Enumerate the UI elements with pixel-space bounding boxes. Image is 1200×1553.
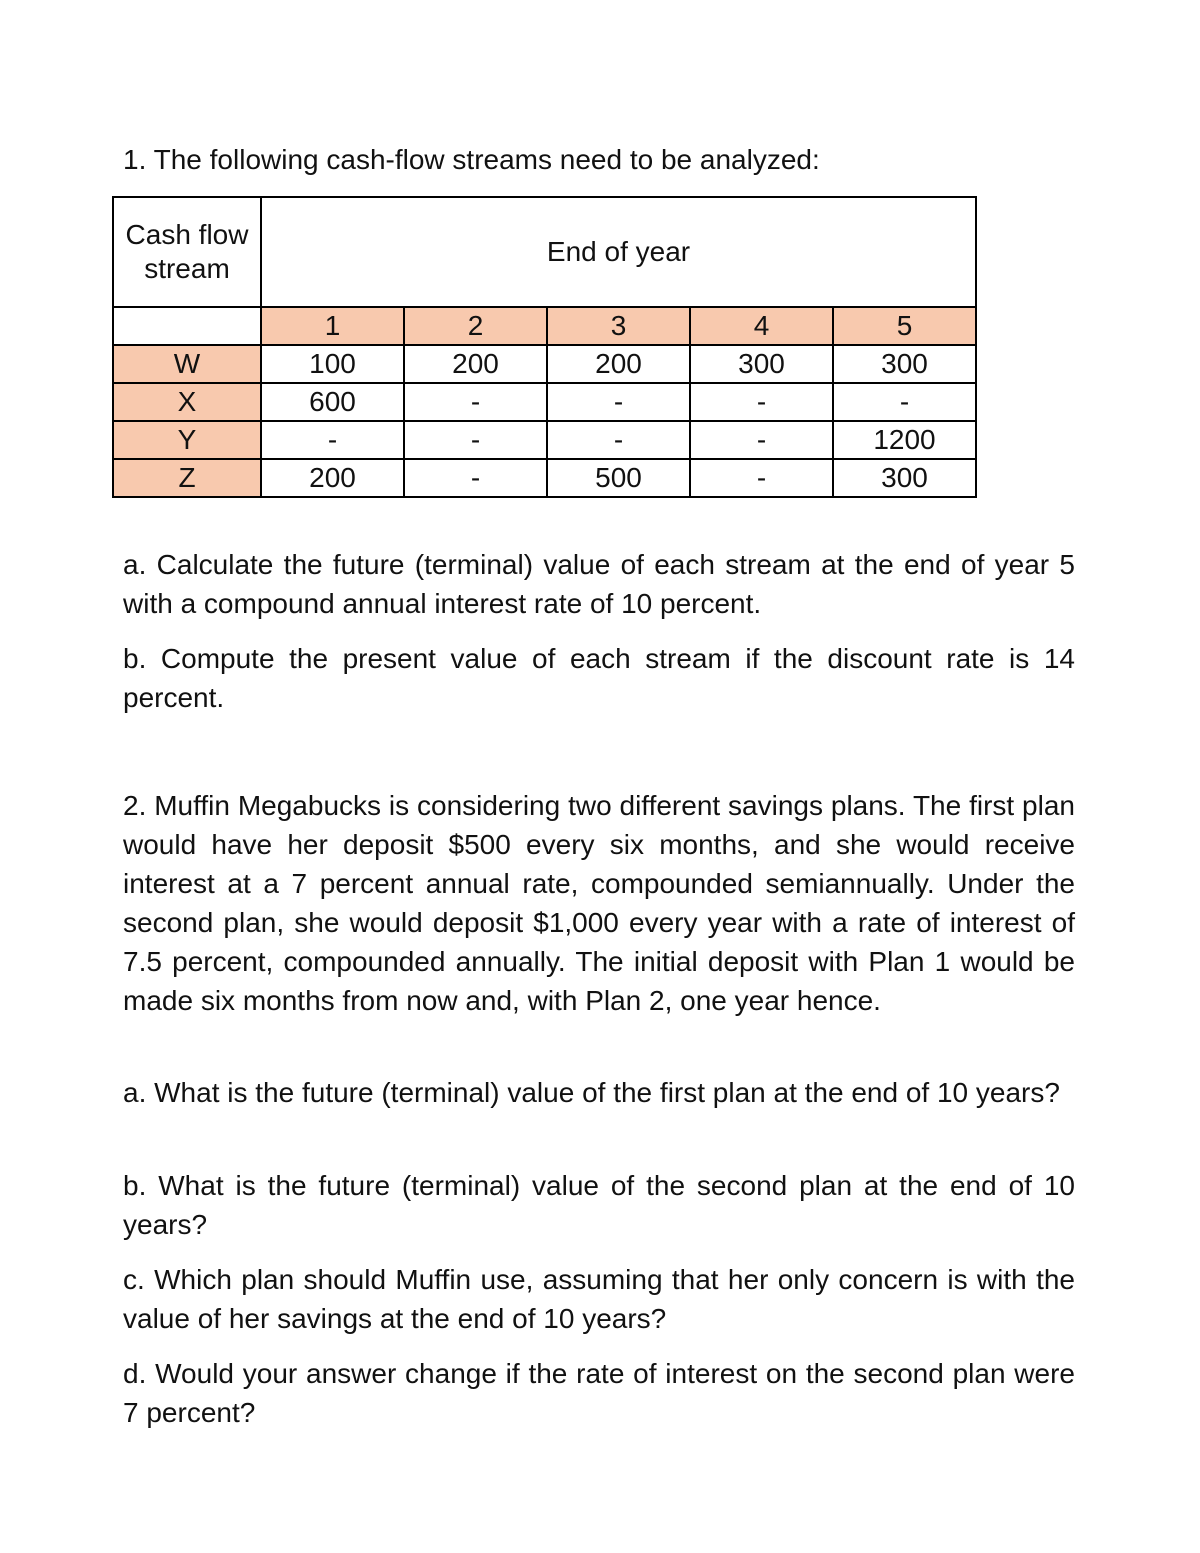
question-1a: a. Calculate the future (terminal) value of each stream at the end of year 5 with a compound annual interest rate of 10 percent.: [123, 549, 1075, 619]
value-cell: 300: [833, 345, 976, 383]
value-cell: -: [547, 383, 690, 421]
question-1-heading: 1. The following cash-flow streams need to be analyzed:: [123, 144, 820, 175]
year-cell: 1: [261, 307, 404, 345]
question-2c: c. Which plan should Muffin use, assuming that her only concern is with the value of her savings at the end of 10 years?: [123, 1264, 1075, 1334]
stream-label: Z: [113, 459, 261, 497]
value-cell: -: [690, 459, 833, 497]
question-2b: b. What is the future (terminal) value of the second plan at the end of 10 years?: [123, 1170, 1075, 1240]
value-cell: 200: [261, 459, 404, 497]
value-cell: 100: [261, 345, 404, 383]
year-row: [113, 307, 976, 345]
value-cell: -: [404, 421, 547, 459]
table-row: [113, 421, 976, 459]
table-header-row: [113, 197, 976, 307]
blank-cell: [113, 307, 261, 345]
year-cell: 5: [833, 307, 976, 345]
value-cell: -: [404, 383, 547, 421]
stream-label: W: [113, 345, 261, 383]
table-row: [113, 345, 976, 383]
value-cell: 300: [833, 459, 976, 497]
cash-flow-table: [112, 196, 977, 498]
value-cell: 600: [261, 383, 404, 421]
stream-label: Y: [113, 421, 261, 459]
value-cell: -: [833, 383, 976, 421]
table-row: [113, 383, 976, 421]
value-cell: -: [261, 421, 404, 459]
value-cell: 1200: [833, 421, 976, 459]
corner-label: Cash flow stream: [113, 197, 261, 307]
value-cell: 500: [547, 459, 690, 497]
value-cell: -: [404, 459, 547, 497]
year-cell: 2: [404, 307, 547, 345]
question-1b: b. Compute the present value of each stream if the discount rate is 14 percent.: [123, 643, 1075, 713]
value-cell: 300: [690, 345, 833, 383]
table-row: [113, 459, 976, 497]
end-of-year-label: End of year: [261, 197, 976, 307]
question-2d: d. Would your answer change if the rate of interest on the second plan were 7 percent?: [123, 1358, 1075, 1428]
value-cell: -: [690, 421, 833, 459]
value-cell: -: [547, 421, 690, 459]
year-cell: 4: [690, 307, 833, 345]
question-2a: a. What is the future (terminal) value of the first plan at the end of 10 years?: [123, 1077, 1060, 1108]
value-cell: -: [690, 383, 833, 421]
question-2-intro: 2. Muffin Megabucks is considering two different savings plans. The first plan would have her deposit $500 every six months, and she would receive interest at a 7 percent annual rate, compounded semiannually. Under the second plan, she would deposit $1,000 every year with a rate of interest of 7.5 percent, compounded annually. The initial deposit with Plan 1 would be made six months from now and, with Plan 2, one year hence.: [123, 790, 1075, 1016]
value-cell: 200: [547, 345, 690, 383]
year-cell: 3: [547, 307, 690, 345]
value-cell: 200: [404, 345, 547, 383]
stream-label: X: [113, 383, 261, 421]
